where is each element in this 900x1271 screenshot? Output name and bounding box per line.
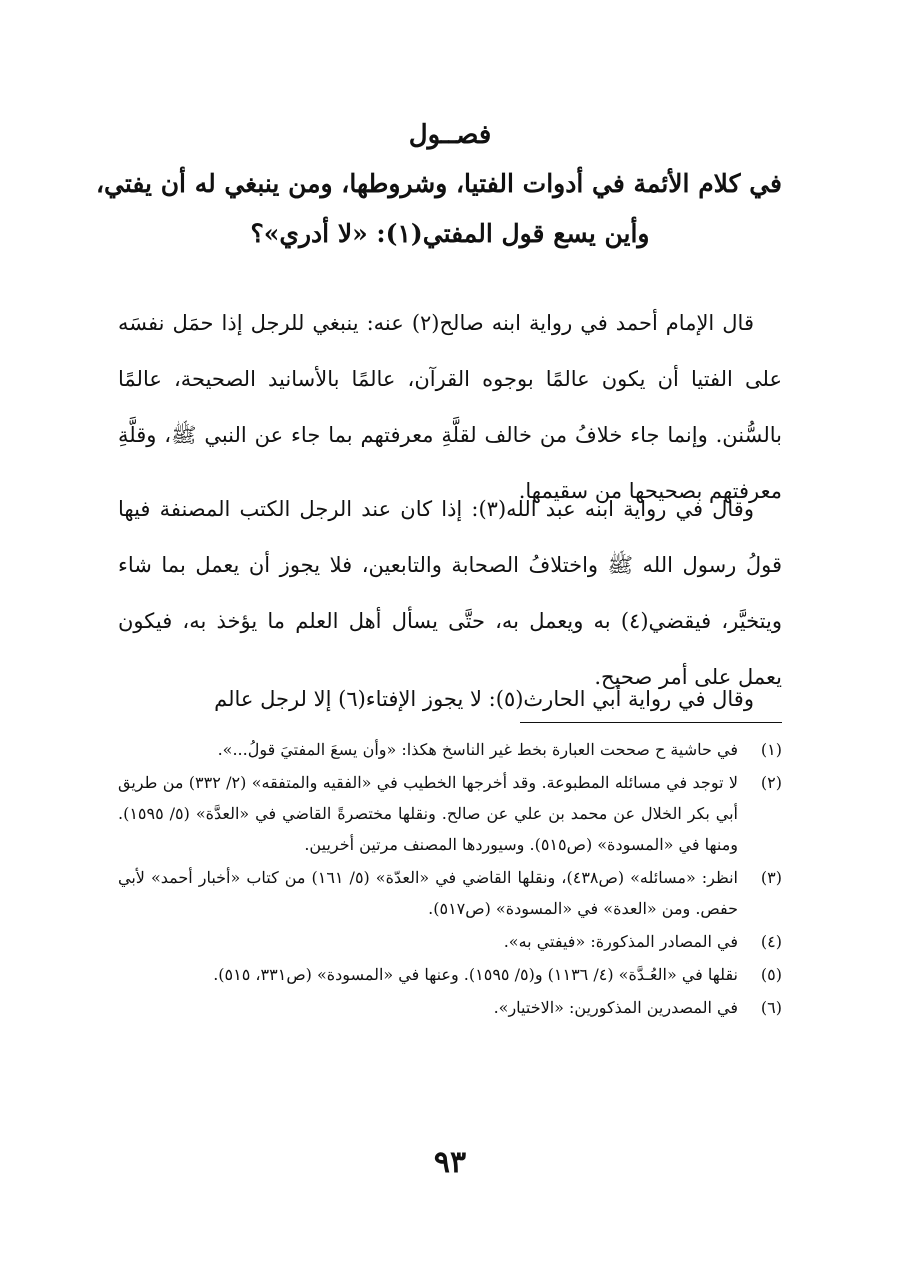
book-page	[95, 0, 782, 1271]
paragraph-abdullah-narration: وقال في رواية ابنه عبد الله(٣): إذا كان عند الرجل الكتب المصنفة فيها قولُ رسول الله ﷺ واختلافُ الصحابة والتابعين، فلا يجوز أن يعمل بما شاء ويتخيَّر، فيقضي(٤) به ويعمل به، حتَّى يسأل أهل العلم ما يؤخذ به، فيكون يعمل على أمر صحيح.	[118, 497, 782, 689]
page-number: ٩٣	[433, 1145, 467, 1180]
footnote-text: في حاشية ح صححت العبارة بخط غير الناسخ هكذا: «وأن يسعَ المفتيَ قولُ...».	[217, 740, 738, 759]
footnote-number: (٥)	[760, 965, 782, 984]
paragraph-salih-narration: قال الإمام أحمد في رواية ابنه صالح(٢) عنه: ينبغي للرجل إذا حمَل نفسَه على الفتيا أن يكون عالمًا بوجوه القرآن، عالمًا بالأسانيد الصحيحة، عالمًا بالسُّنن. وإنما جاء خلافُ من خالف لقلَّةِ معرفتهم بما جاء عن النبي ﷺ، وقلَّةِ معرفتهم بصحيحها من سقيمها.	[118, 311, 782, 503]
footnote-text: نقلها في «العُـدَّة» (٤/ ١١٣٦) و(٥/ ١٥٩٥). وعنها في «المسودة» (ص٣٣١، ٥١٥).	[213, 965, 738, 984]
footnote-text: في المصادر المذكورة: «فيفتي به».	[503, 932, 738, 951]
footnote-item	[118, 862, 782, 924]
footnote-number: (٦)	[760, 998, 782, 1017]
footnote-number: (١)	[760, 740, 782, 759]
footnote-text: لا توجد في مسائله المطبوعة. وقد أخرجها الخطيب في «الفقيه والمتفقه» (٢/ ٣٣٢) من طريق أبي بكر الخلال عن محمد بن علي عن صالح. ونقلها مختصرةً القاضي في «العدَّة» (٥/ ١٥٩٥). ومنها في «المسودة» (ص٥١٥). وسيوردها المصنف مرتين أخريين.	[118, 773, 739, 854]
footnote-item	[118, 767, 782, 860]
footnote-item	[118, 926, 782, 957]
footnote-divider	[520, 722, 782, 723]
footnotes-list	[118, 734, 782, 1025]
paragraph-abu-alharith-narration: وقال في رواية أبي الحارث(٥): لا يجوز الإفتاء(٦) إلا لرجل عالم	[214, 687, 754, 711]
footnote-item	[118, 992, 782, 1023]
footnote-text: في المصدرين المذكورين: «الاختيار».	[493, 998, 738, 1017]
footnote-number: (٢)	[760, 773, 782, 792]
section-subtitle-line-2: وأين يسع قول المفتي(١): «لا أدري»؟	[250, 219, 650, 248]
footnote-number: (٣)	[760, 868, 782, 887]
section-subtitle-line-1: في كلام الأئمة في أدوات الفتيا، وشروطها، ومن ينبغي له أن يفتي،	[95, 169, 782, 198]
footnote-text: انظر: «مسائله» (ص٤٣٨)، ونقلها القاضي في «العدّة» (٥/ ١٦١) من كتاب «أخبار أحمد» لأبي حفص. ومن «العدة» في «المسودة» (ص٥١٧).	[118, 868, 738, 918]
footnote-item	[118, 959, 782, 990]
footnote-number: (٤)	[760, 932, 782, 951]
section-heading: فصــول	[408, 120, 492, 150]
footnote-item	[118, 734, 782, 765]
